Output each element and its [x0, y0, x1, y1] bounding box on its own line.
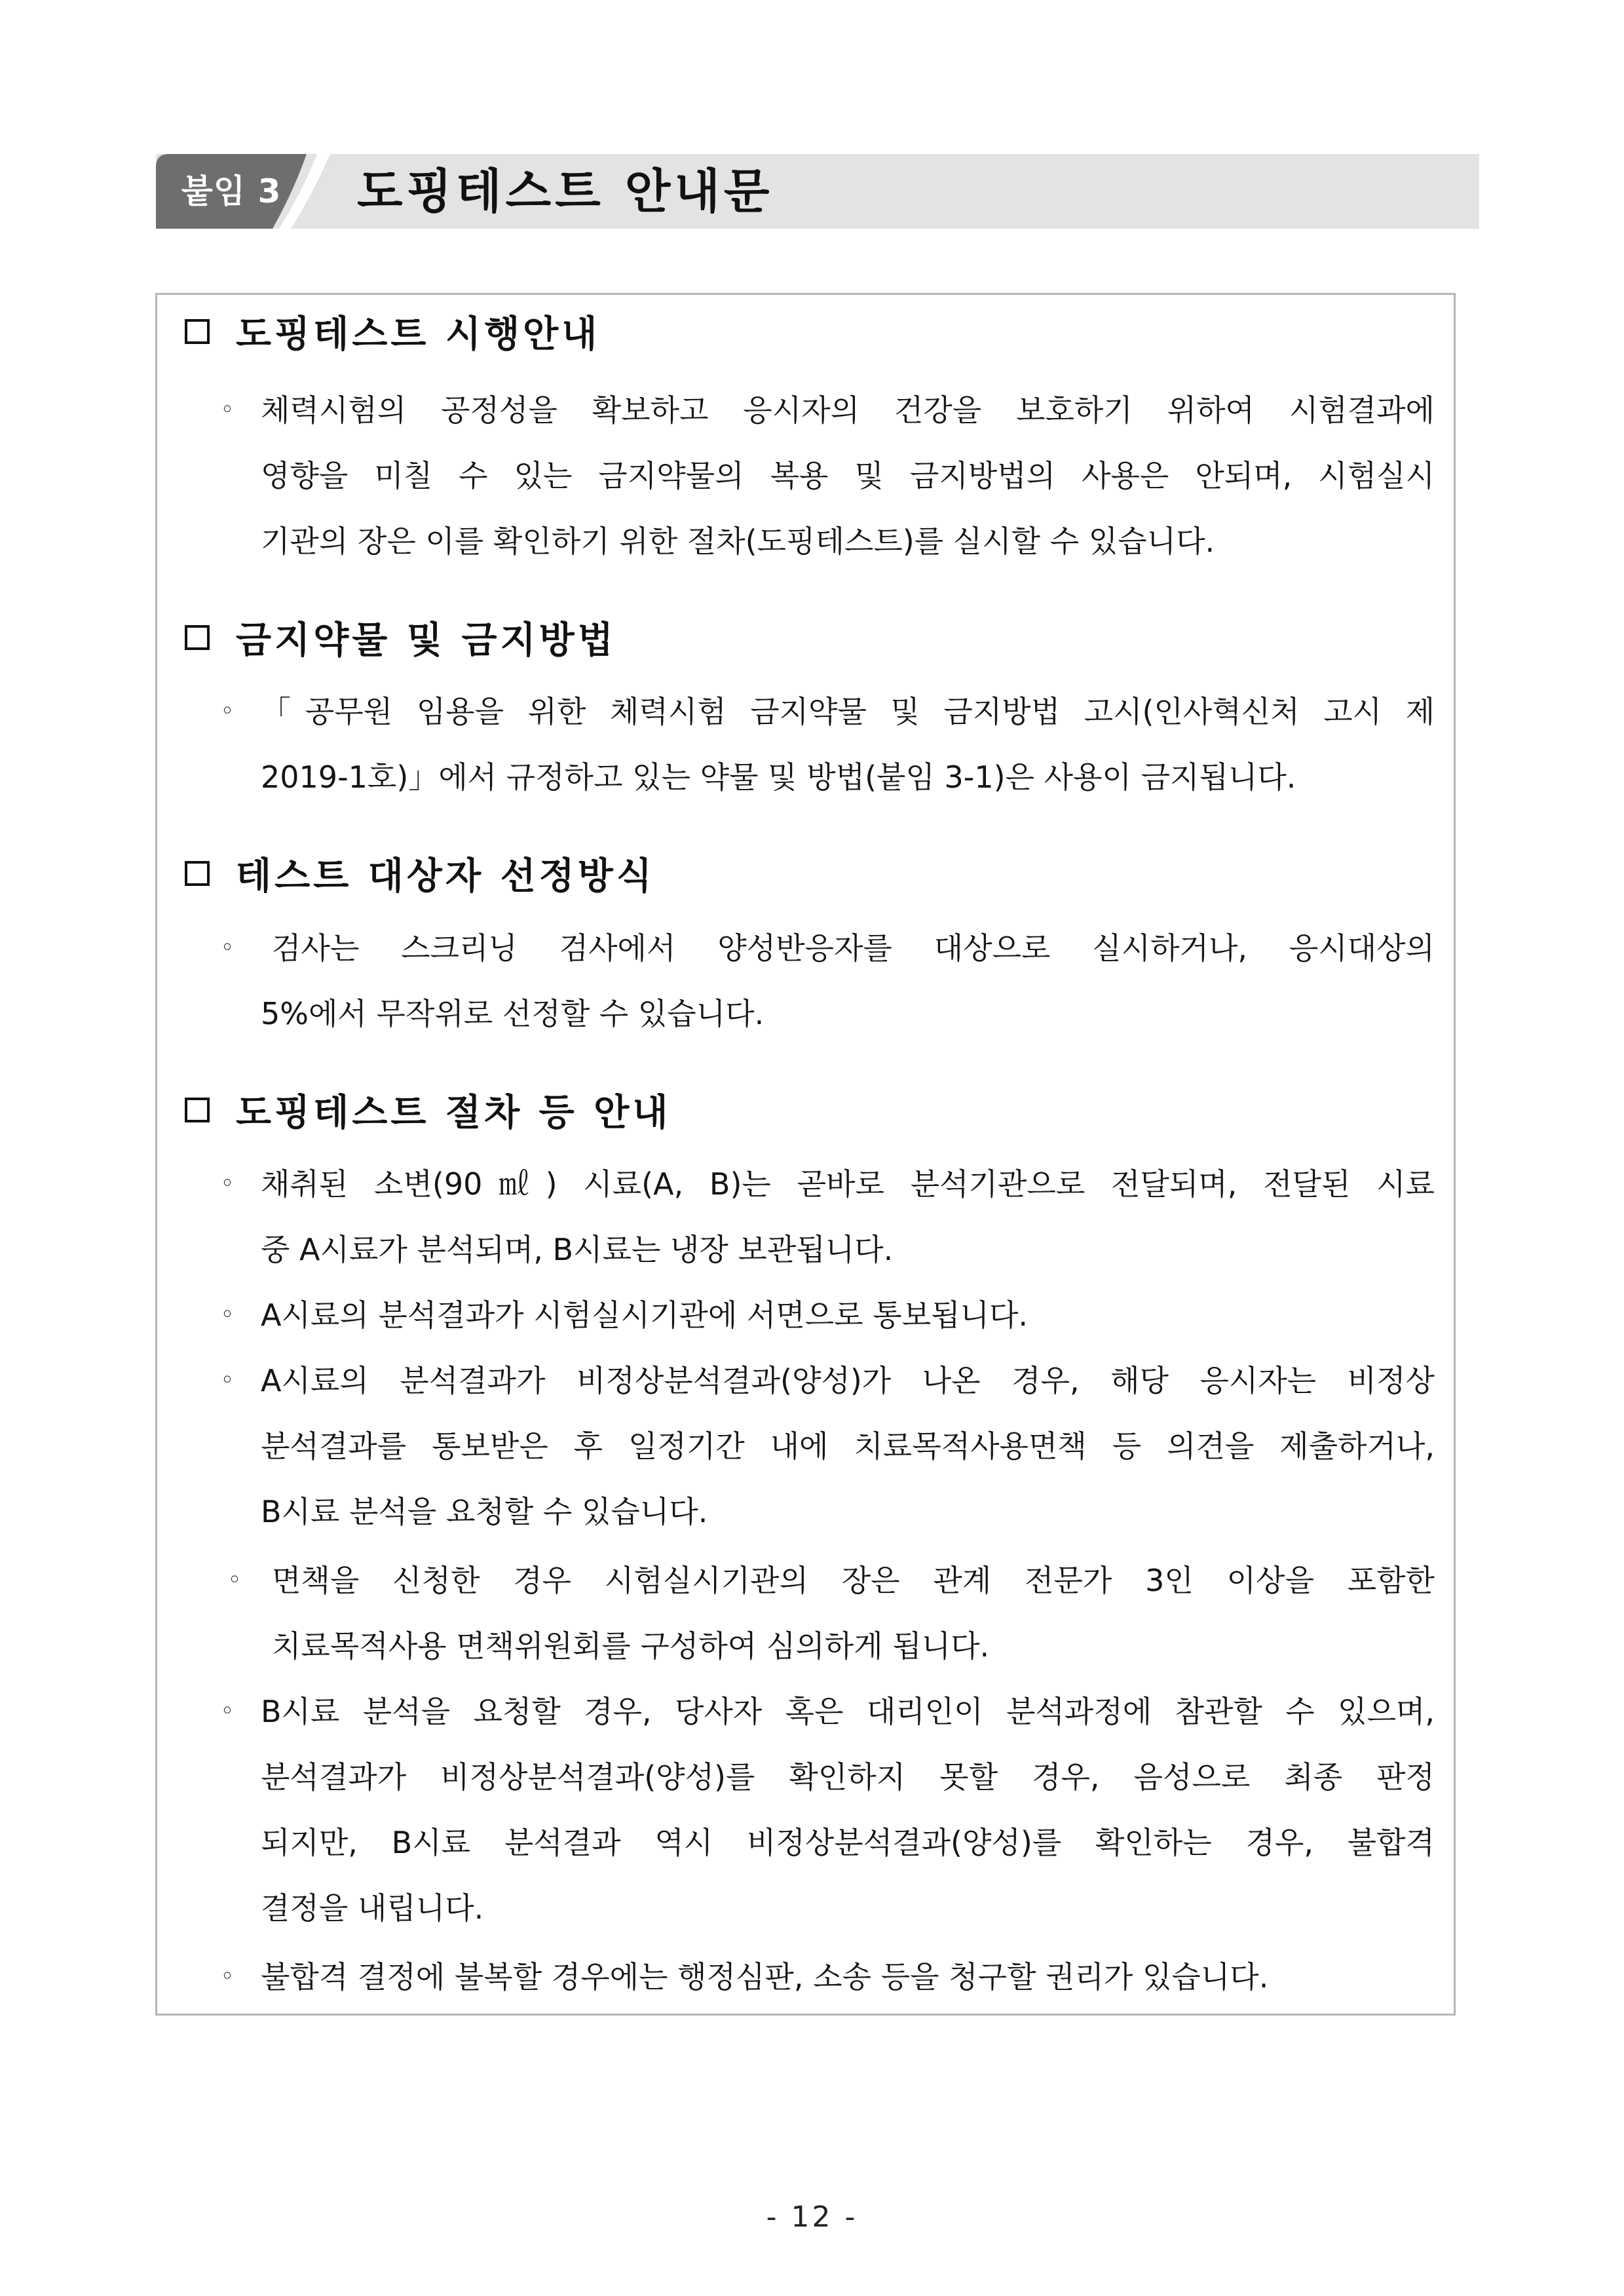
- bullet-icon: ◦: [220, 396, 235, 423]
- paragraph-line: 중 A시료가 분석되며, B시료는 냉장 보관됩니다.: [261, 1232, 894, 1267]
- page-title: 도핑테스트 안내문: [357, 164, 774, 219]
- paragraph-line: 치료목적사용 면책위원회를 구성하여 심의하게 됩니다.: [272, 1628, 990, 1664]
- section-heading-text: 테스트 대상자 선정방식: [236, 855, 655, 898]
- attachment-tab-label: 붙임 3: [181, 172, 282, 210]
- bullet-icon: ◦: [220, 698, 235, 725]
- checkbox-square-icon: [185, 861, 210, 886]
- paragraph-line: 분석결과를 통보받은 후 일정기간 내에 치료목적사용면책 등 의견을 제출하거나,: [261, 1428, 1435, 1464]
- paragraph-line: 기관의 장은 이를 확인하기 위한 절차(도핑테스트)를 실시할 수 있습니다.: [261, 524, 1215, 559]
- page-number: - 12 -: [766, 2200, 858, 2234]
- paragraph-line: 되지만, B시료 분석결과 역시 비정상분석결과(양성)를 확인하는 경우, 불합격: [261, 1825, 1435, 1860]
- section-heading-text: 도핑테스트 절차 등 안내: [236, 1092, 671, 1134]
- bullet-icon: ◦: [220, 1698, 235, 1725]
- paragraph-line: A시료의 분석결과가 비정상분석결과(양성)가 나온 경우, 해당 응시자는 비정상: [261, 1363, 1435, 1398]
- checkbox-square-icon: [185, 1098, 210, 1122]
- checkbox-square-icon: [185, 625, 210, 650]
- paragraph-line: 5%에서 무작위로 선정할 수 있습니다.: [261, 996, 765, 1031]
- section-heading: [185, 1084, 671, 1136]
- attachment-tab: [156, 154, 330, 229]
- paragraph-line: 「공무원 임용을 위한 체력시험 금지약물 및 금지방법 고시(인사혁신처 고시 제: [261, 694, 1435, 729]
- paragraph-line: 2019-1호)」에서 규정하고 있는 약물 및 방법(붙임 3-1)은 사용이 금지됩니다.: [261, 759, 1296, 795]
- paragraph-line: A시료의 분석결과가 시험실시기관에 서면으로 통보됩니다.: [261, 1297, 1029, 1333]
- paragraph-line: 불합격 결정에 불복할 경우에는 행정심판, 소송 등을 청구할 권리가 있습니다.: [261, 1959, 1269, 1995]
- section-heading: [185, 305, 600, 358]
- bullet-icon: ◦: [220, 934, 235, 961]
- paragraph-line: 분석결과가 비정상분석결과(양성)를 확인하지 못할 경우, 음성으로 최종 판정: [261, 1759, 1435, 1795]
- section-heading: [185, 611, 616, 664]
- bullet-icon: ◦: [227, 1567, 242, 1594]
- paragraph-line: 채취된 소변(90㎖) 시료(A, B)는 곧바로 분석기관으로 전달되며, 전달된 시료: [261, 1166, 1435, 1202]
- paragraph-line: 결정을 내립니다.: [261, 1890, 484, 1926]
- bullet-icon: ◦: [220, 1170, 235, 1197]
- checkbox-square-icon: [185, 319, 210, 344]
- section-heading: [185, 847, 655, 900]
- header-bar: [156, 154, 1479, 229]
- section-heading-text: 도핑테스트 시행안내: [236, 313, 601, 356]
- paragraph-line: 체력시험의 공정성을 확보하고 응시자의 건강을 보호하기 위하여 시험결과에: [261, 392, 1435, 428]
- paragraph-line: B시료 분석을 요청할 수 있습니다.: [261, 1494, 708, 1529]
- bullet-icon: ◦: [220, 1963, 235, 1990]
- bullet-icon: ◦: [220, 1367, 235, 1394]
- bullet-icon: ◦: [220, 1301, 235, 1328]
- paragraph-line: 면책을 신청한 경우 시험실시기관의 장은 관계 전문가 3인 이상을 포함한: [272, 1563, 1435, 1598]
- paragraph-line: B시료 분석을 요청할 경우, 당사자 혹은 대리인이 분석과정에 참관할 수 있으며,: [261, 1694, 1435, 1729]
- paragraph-line: 영향을 미칠 수 있는 금지약물의 복용 및 금지방법의 사용은 안되며, 시험실시: [261, 458, 1435, 493]
- section-heading-text: 금지약물 및 금지방법: [236, 619, 616, 662]
- paragraph-line: 검사는 스크리닝 검사에서 양성반응자를 대상으로 실시하거나, 응시대상의: [272, 930, 1435, 966]
